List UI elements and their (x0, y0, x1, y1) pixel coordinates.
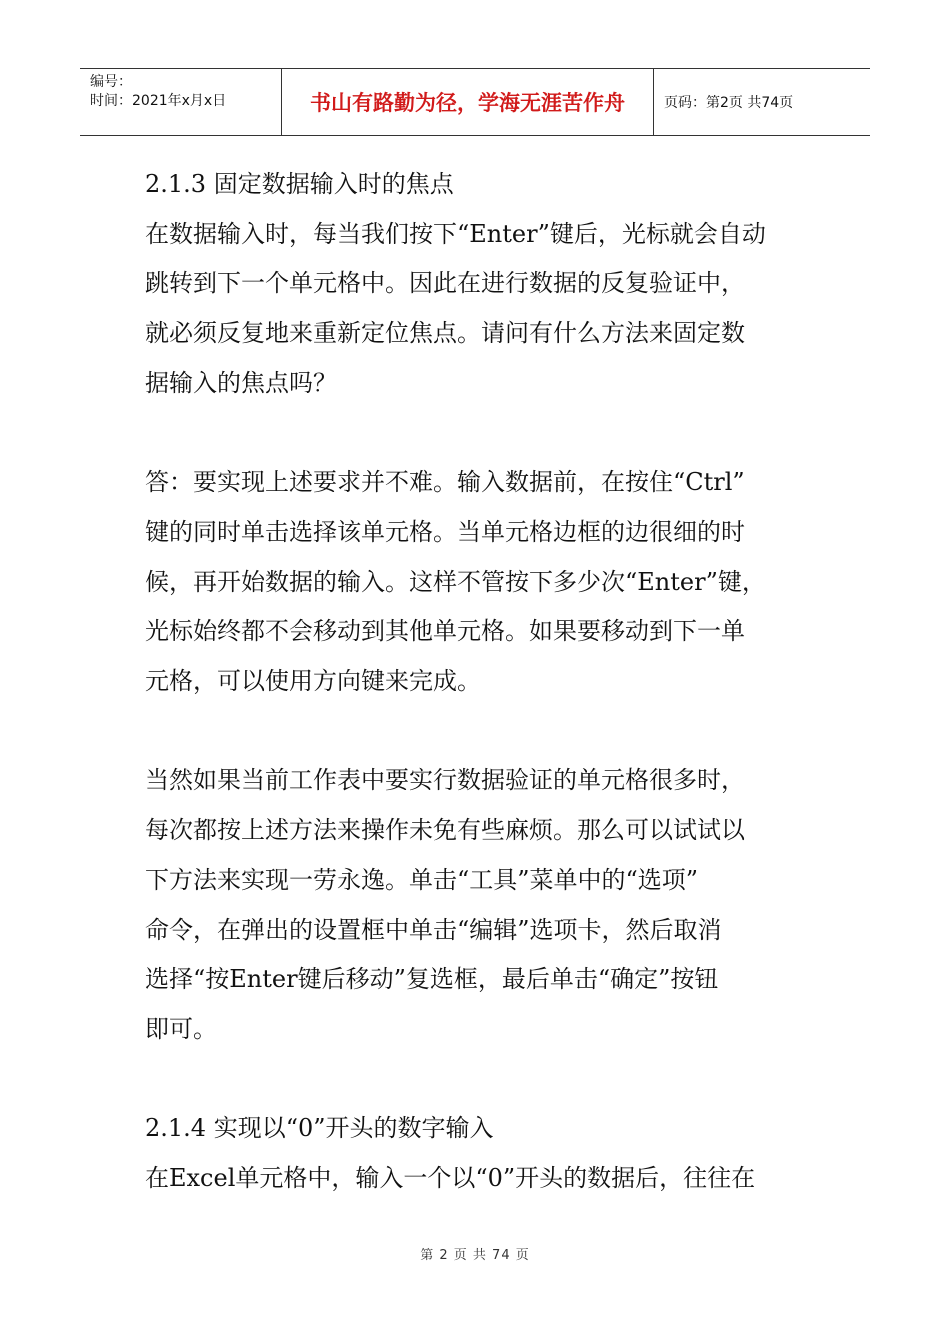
paragraph-line: 每次都按上述方法来操作未免有些麻烦。那么可以试试以 (145, 816, 745, 845)
section-heading-2-1-4: 2.1.4 实现以“0”开头的数字输入 (145, 1114, 494, 1143)
header-meta (80, 69, 282, 135)
section-heading-2-1-3: 2.1.3 固定数据输入时的焦点 (145, 170, 454, 198)
paragraph-line: 命令，在弹出的设置框中单击“编辑”选项卡，然后取消 (145, 915, 722, 944)
answer-line: 键的同时单击选择该单元格。当单元格边框的边很细的时 (145, 517, 745, 546)
paragraph-line: 即可。 (145, 1014, 217, 1043)
paragraph-line: 选择“按Enter键后移动”复选框，最后单击“确定”按钮 (145, 965, 719, 994)
page-header (80, 68, 870, 136)
document-body (145, 160, 810, 1204)
question-line: 跳转到下一个单元格中。因此在进行数据的反复验证中， (145, 269, 745, 298)
answer-line: 答：要实现上述要求并不难。输入数据前，在按住“Ctrl” (145, 468, 745, 497)
paragraph-gap (145, 409, 810, 459)
page-footer: 第 2 页 共 74 页 (420, 1248, 530, 1263)
answer-line: 光标始终都不会移动到其他单元格。如果要移动到下一单 (145, 617, 745, 646)
paragraph-gap (145, 707, 810, 757)
header-page-info: 页码：第2页 共74页 (664, 95, 794, 111)
paragraph-line: 下方法来实现一劳永逸。单击“工具”菜单中的“选项” (145, 865, 699, 894)
document-number-label: 编号： (90, 74, 132, 90)
question-line: 就必须反复地来重新定位焦点。请问有什么方法来固定数 (145, 319, 745, 348)
question-line: 在数据输入时，每当我们按下“Enter”键后，光标就会自动 (145, 219, 766, 248)
paragraph-gap (145, 1055, 810, 1105)
header-motto: 书山有路勤为径，学海无涯苦作舟 (282, 69, 654, 135)
question-line: 据输入的焦点吗？ (145, 368, 337, 397)
paragraph-line: 当然如果当前工作表中要实行数据验证的单元格很多时， (145, 766, 745, 795)
answer-line: 候，再开始数据的输入。这样不管按下多少次“Enter”键， (145, 567, 766, 596)
paragraph-line: 在Excel单元格中，输入一个以“0”开头的数据后，往往在 (145, 1164, 756, 1193)
answer-line: 元格，可以使用方向键来完成。 (145, 667, 481, 696)
document-time-label: 时间：2021年x月x日 (90, 93, 227, 109)
